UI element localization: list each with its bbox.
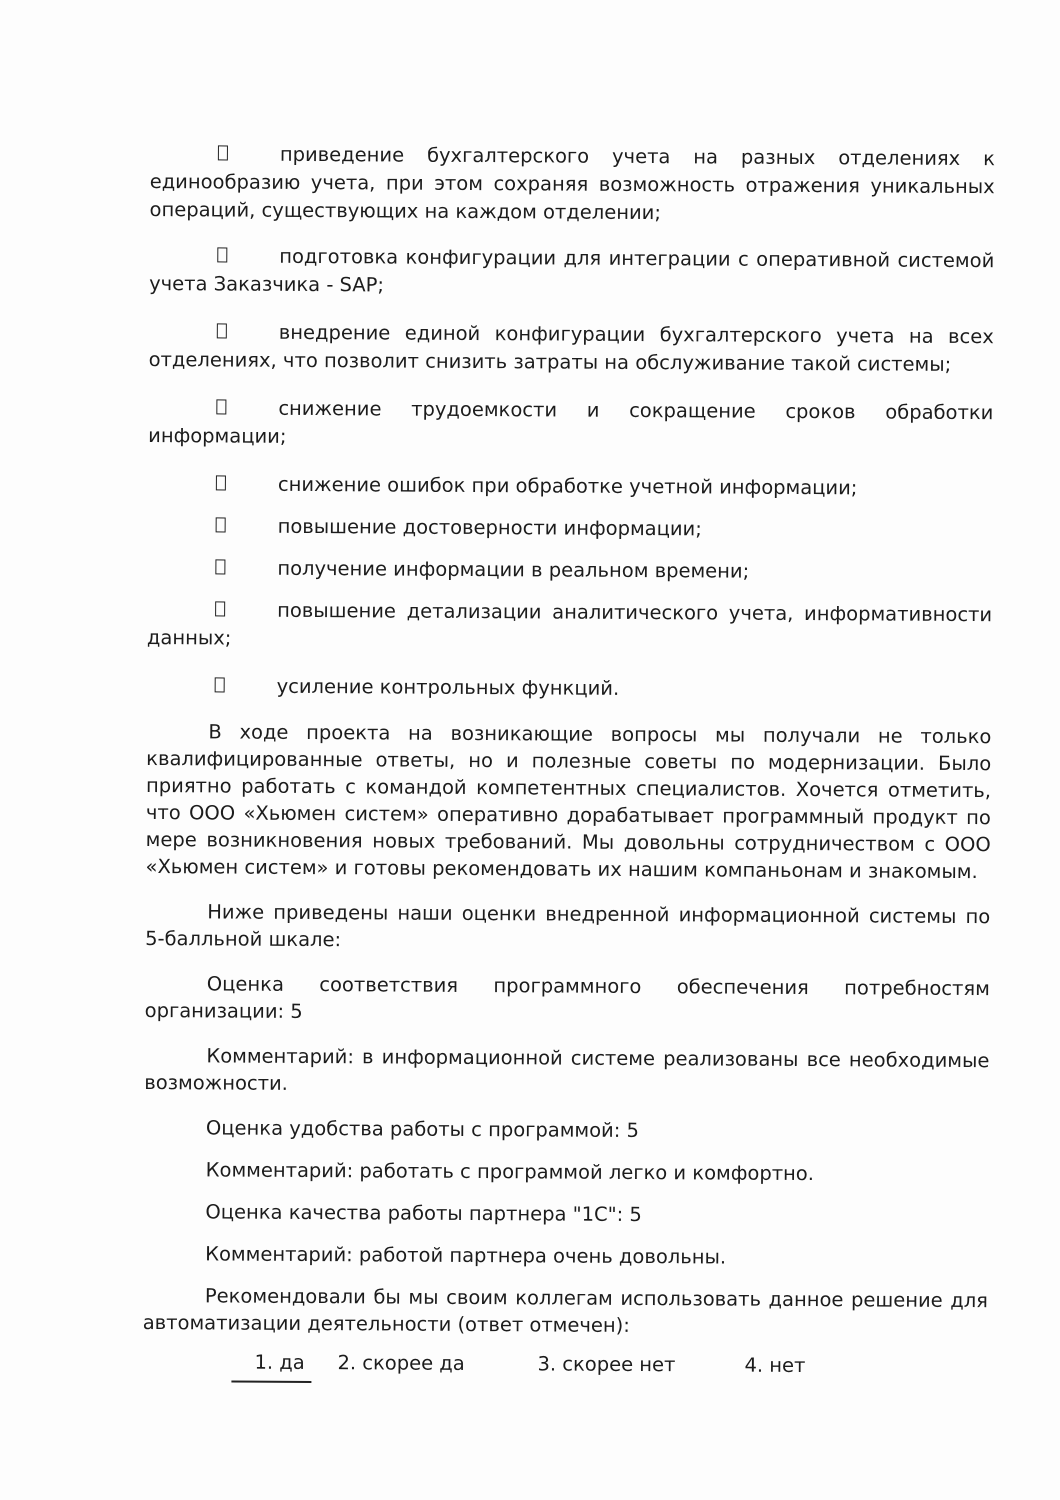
- bullet-text: снижение ошибок при обработке учетной информации;: [277, 472, 858, 500]
- answer-yes: 1. да: [254, 1350, 305, 1374]
- bullet-item: [149, 242, 994, 303]
- answer-rather-yes: 2. скорее да: [337, 1351, 465, 1375]
- bullet-item: [148, 512, 993, 545]
- checkbox-icon: [215, 677, 225, 692]
- document-body: [142, 140, 995, 1389]
- bullet-item: [147, 554, 992, 587]
- bullet-text: повышение достоверности информации;: [277, 514, 702, 541]
- checkbox-icon: [216, 475, 226, 490]
- checkbox-icon: [216, 517, 226, 532]
- bullet-text: приведение бухгалтерского учета на разных отделениях к единообразию учета, при этом сохраняя возможность отражения уникальных операций, существующих на каждом отделении;: [149, 142, 995, 225]
- answer-rather-no: 3. скорее нет: [537, 1352, 676, 1377]
- checkbox-icon: [218, 145, 228, 160]
- bullet-text: повышение детализации аналитического учета, информативности данных;: [146, 598, 993, 650]
- bullet-item: [148, 394, 993, 455]
- selected-answer-underline: [231, 1381, 311, 1383]
- comment-requirements: Комментарий: в информационной системе реализованы все необходимые возможности.: [144, 1044, 990, 1095]
- checkbox-icon: [215, 559, 225, 574]
- checkbox-icon: [215, 601, 225, 616]
- checkbox-icon: [216, 399, 226, 414]
- bullet-item: [147, 596, 992, 657]
- ratings-intro: Ниже приведены наши оценки внедренной информационной системы по 5-балльной шкале:: [145, 900, 991, 952]
- feedback-paragraph: В ходе проекта на возникающие вопросы мы получали не только квалифицированные ответы, но и полезные советы по модернизации. Было приятно работать с командой компетентных специалистов. Хочется отметить, что ООО «Хьюмен систем» оперативно дорабатывает программный продукт по мере возникновения новых требований. Мы довольны сотрудничеством с ООО «Хьюмен систем» и готовы рекомендовать их нашим компаньонам и знакомым.: [145, 720, 992, 884]
- answer-no: 4. нет: [744, 1353, 806, 1378]
- rating-partner: Оценка качества работы партнера "1С": 5: [205, 1200, 642, 1227]
- bullet-item: [149, 140, 994, 229]
- checkbox-icon: [217, 247, 227, 262]
- bullet-text: внедрение единой конфигурации бухгалтерского учета на всех отделениях, что позволит снизить затраты на обслуживание такой системы;: [148, 320, 994, 376]
- bullet-item: [147, 672, 992, 705]
- bullet-text: снижение трудоемкости и сокращение сроков обработки информации;: [148, 396, 994, 448]
- comment-partner: Комментарий: работой партнера очень довольны.: [205, 1242, 727, 1269]
- answer-options: [142, 1350, 987, 1389]
- rating-requirements: Оценка соответствия программного обеспечения потребностям организации: 5: [144, 972, 990, 1023]
- recommend-question: Рекомендовали бы мы своим коллегам использовать данное решение для автоматизации деятельности (ответ отмечен):: [142, 1284, 988, 1337]
- rating-usability: Оценка удобства работы с программой: 5: [205, 1116, 640, 1143]
- bullet-item: [148, 470, 993, 503]
- bullet-text: получение информации в реальном времени;: [277, 556, 750, 583]
- checkbox-icon: [217, 323, 227, 338]
- comment-usability: Комментарий: работать с программой легко и комфортно.: [205, 1158, 815, 1186]
- bullet-text: подготовка конфигурации для интеграции с оперативной системой учета Заказчика - SAP;: [149, 244, 995, 297]
- bullet-text: усиление контрольных функций.: [276, 674, 620, 700]
- bullet-item: [149, 318, 994, 379]
